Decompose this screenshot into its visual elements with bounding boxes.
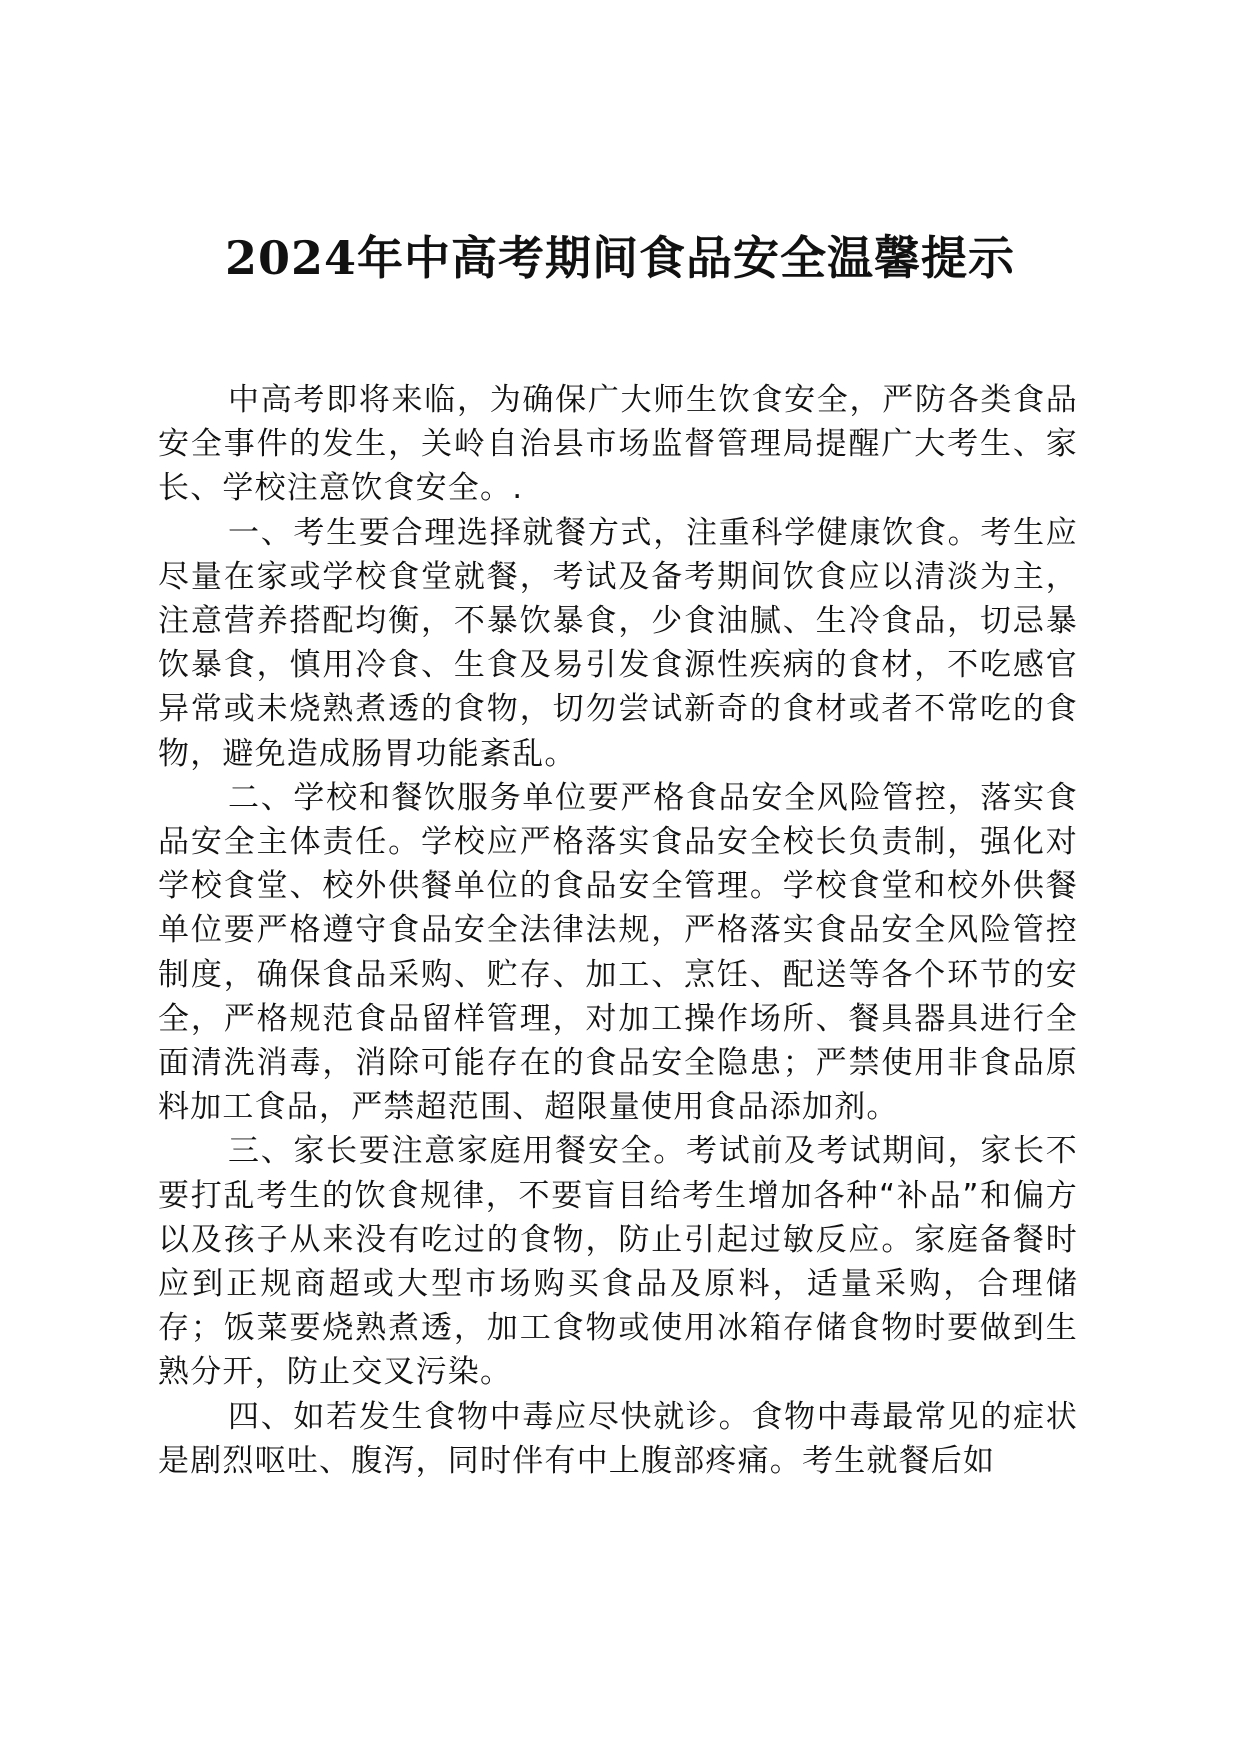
document-body	[158, 378, 1078, 1483]
paragraph-section-1: 一、考生要合理选择就餐方式，注重科学健康饮食。考生应尽量在家或学校食堂就餐，考试及备考期间饮食应以清淡为主，注意营养搭配均衡，不暴饮暴食，少食油腻、生冷食品，切忌暴饮暴食，慎用冷食、生食及易引发食源性疾病的食材，不吃感官异常或未烧熟煮透的食物，切勿尝试新奇的食材或者不常吃的食物，避免造成肠胃功能紊乱。	[158, 514, 1078, 772]
paragraph-intro: 中高考即将来临，为确保广大师生饮食安全，严防各类食品安全事件的发生，关岭自治县市场监督管理局提醒广大考生、家长、学校注意饮食安全。.	[158, 382, 1078, 507]
paragraph-section-2: 二、学校和餐饮服务单位要严格食品安全风险管控，落实食品安全主体责任。学校应严格落实食品安全校长负责制，强化对学校食堂、校外供餐单位的食品安全管理。学校食堂和校外供餐单位要严格遵守食品安全法律法规，严格落实食品安全风险管控制度，确保食品采购、贮存、加工、烹饪、配送等各个环节的安全，严格规范食品留样管理，对加工操作场所、餐具器具进行全面清洗消毒，消除可能存在的食品安全隐患；严禁使用非食品原料加工食品，严禁超范围、超限量使用食品添加剂。	[158, 779, 1078, 1126]
document-title: 2024年中高考期间食品安全温馨提示	[224, 231, 1016, 285]
paragraph-section-4: 四、如若发生食物中毒应尽快就诊。食物中毒最常见的症状是剧烈呕吐、腹泻，同时伴有中上腹部疼痛。考生就餐后如	[158, 1398, 1078, 1479]
paragraph-section-3: 三、家长要注意家庭用餐安全。考试前及考试期间，家长不要打乱考生的饮食规律，不要盲目给考生增加各种“补品”和偏方以及孩子从来没有吃过的食物，防止引起过敏反应。家庭备餐时应到正规商超或大型市场购买食品及原料，适量采购，合理储存；饭菜要烧熟煮透，加工食物或使用冰箱存储食物时要做到生熟分开，防止交叉污染。	[158, 1133, 1078, 1391]
